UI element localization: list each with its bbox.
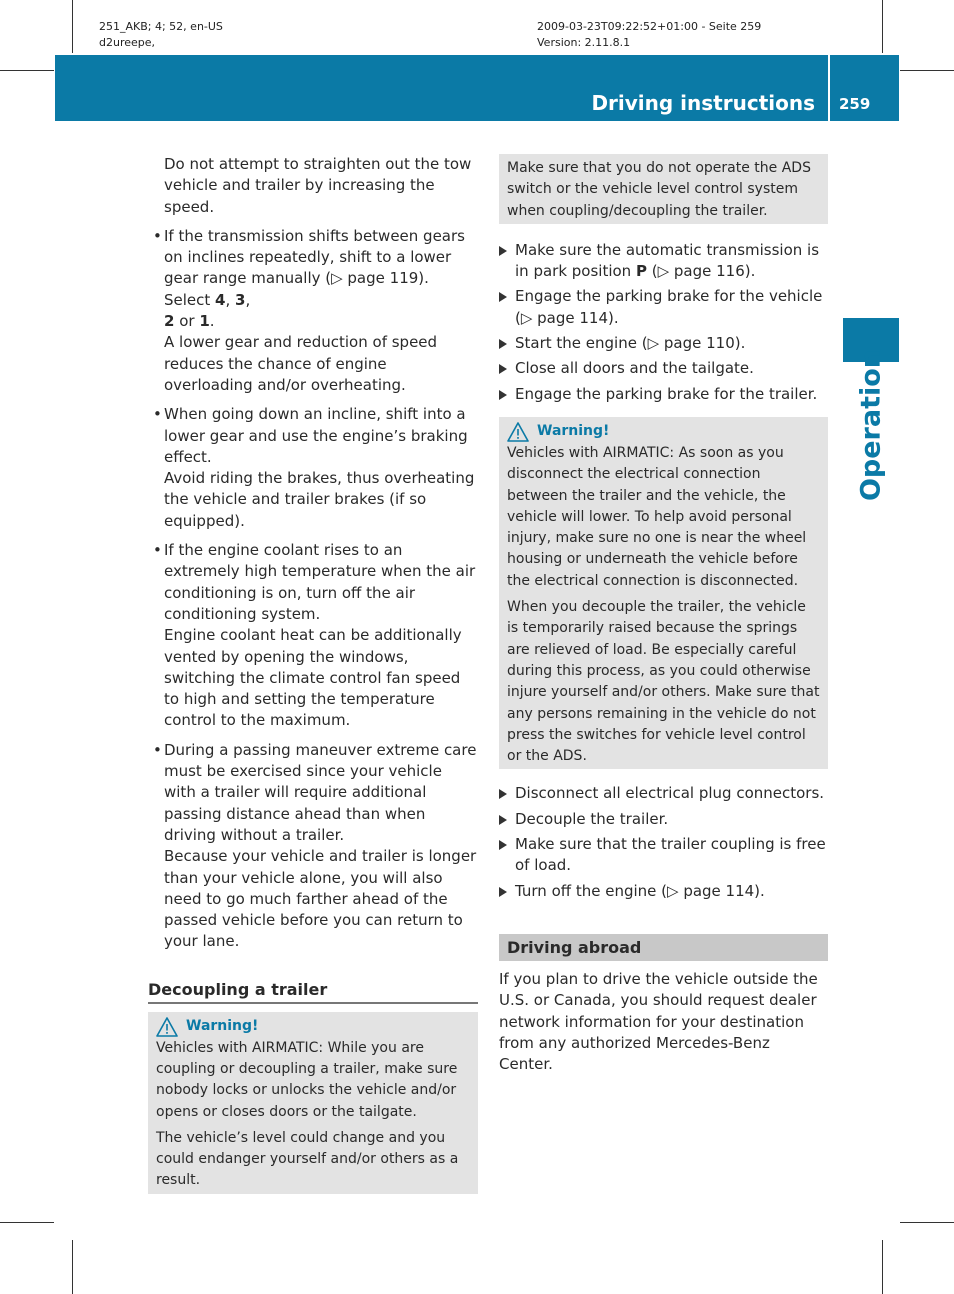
step-item — [499, 809, 828, 830]
step-item — [499, 783, 828, 804]
bullet-subtext: Because your vehicle and trailer is longer than your vehicle alone, you will also need to go much farther ahead of the passed vehicle before you can return to your lane. — [164, 847, 477, 951]
bullet-item — [148, 740, 478, 846]
section-heading-decoupling: Decoupling a trailer — [148, 979, 478, 1004]
warning-triangle-icon — [507, 422, 529, 442]
right-column — [499, 154, 828, 1075]
bullet1-or: or — [174, 312, 200, 331]
bullet-text — [164, 226, 478, 332]
step-text: Close all doors and the tailgate. — [515, 359, 754, 378]
warning-paragraph: The vehicle’s level could change and you could endanger yourself and/or others as a result. — [156, 1129, 459, 1189]
print-meta-right — [537, 19, 761, 51]
step-arrow-icon — [499, 789, 507, 799]
left-column — [148, 154, 478, 1194]
step-item — [499, 286, 828, 329]
step-arrow-icon — [499, 246, 507, 256]
step-text: Make sure that the trailer coupling is free of load. — [515, 835, 826, 875]
bullet-item — [148, 226, 478, 332]
step-text: Engage the parking brake for the trailer. — [515, 384, 818, 403]
bullet-dot: • — [153, 541, 162, 560]
driving-abroad-text: If you plan to drive the vehicle outside the U.S. or Canada, you should request dealer network information for your destination from any authorized Mercedes-Benz Center. — [499, 969, 818, 1074]
crop-mark — [882, 0, 883, 53]
crop-mark — [72, 0, 73, 53]
step-text: Turn off the engine (▷ page 114). — [515, 881, 765, 900]
bullet-text: When going down an incline, shift into a lower gear and use the engine’s braking effect. — [164, 405, 468, 466]
gear-3: 3 — [235, 290, 246, 309]
bullet-dot: • — [153, 740, 162, 759]
step-text-post: (▷ page 116). — [646, 262, 756, 281]
step-text-pre: Make sure the automatic transmission is in park position — [515, 240, 820, 281]
bullet-dot: • — [153, 405, 162, 424]
gear-2: 2 — [164, 312, 175, 331]
step-arrow-icon — [499, 339, 507, 349]
note-text: Make sure that you do not operate the ADS switch or the vehicle level control system when coupling/decoupling the trailer. — [507, 160, 811, 219]
warning-paragraph: Vehicles with AIRMATIC: As soon as you disconnect the electrical connection between the trailer and the vehicle, the vehicle will lower. To help avoid personal injury, make sure no one is near the wheel housing or underneath the vehicle before the electrical connection is disconnected. — [507, 444, 807, 589]
crop-mark — [900, 70, 954, 71]
bullet-subtext: A lower gear and reduction of speed reduces the chance of engine overloading and/or overheating. — [164, 333, 438, 394]
steps-list — [499, 783, 828, 901]
crop-mark — [72, 1240, 73, 1294]
bullet-subtext: Avoid riding the brakes, thus overheating the vehicle and trailer brakes (if so equipped). — [164, 469, 475, 530]
header-band — [55, 55, 899, 121]
step-arrow-icon — [499, 840, 507, 850]
crop-mark — [900, 1222, 954, 1223]
step-item — [499, 834, 828, 877]
crop-mark — [0, 1222, 54, 1223]
step-item — [499, 358, 828, 379]
print-meta-left-line2: d2ureepe, — [99, 36, 156, 49]
bullet1-comma1: , — [225, 290, 236, 309]
bullet1-pre: If the transmission shifts between gears on inclines repeatedly, shift to a lower gear range manually ( — [164, 226, 465, 288]
step-item — [499, 333, 828, 354]
section-heading-driving-abroad: Driving abroad — [499, 934, 828, 961]
warning-paragraph: When you decouple the trailer, the vehicle is temporarily raised because the springs are relieved of load. Be especially careful during this process, as you could otherwise injure yourself and/or others. Make sure that any persons remaining in the vehicle do not press the switches for vehicle level control or the ADS. — [507, 599, 820, 765]
bullet-text: If the engine coolant rises to an extremely high temperature when the air conditioning is on, turn off the air conditioning system. — [164, 541, 476, 623]
bullet-text: During a passing maneuver extreme care must be exercised since your vehicle with a trailer will require additional passing distance ahead than when driving without a trailer. — [164, 740, 477, 844]
bullet-subtext: Engine coolant heat can be additionally vented by opening the windows, switching the climate control fan speed to high and setting the temperature control to the maximum. — [164, 626, 462, 730]
crop-mark — [882, 1240, 883, 1294]
step-item — [499, 240, 828, 283]
step-arrow-icon — [499, 364, 507, 374]
bullet-dot: • — [153, 226, 162, 245]
page-title: Driving instructions — [591, 91, 815, 115]
warning-header — [156, 1016, 470, 1038]
bullet1-comma2: , — [245, 290, 251, 309]
side-tab-label: Operation — [855, 348, 887, 502]
step-arrow-icon — [499, 292, 507, 302]
intro-paragraph: Do not attempt to straighten out the tow vehicle and trailer by increasing the speed. — [164, 155, 472, 216]
print-meta-right-line1: 2009-03-23T09:22:52+01:00 - Seite 259 — [537, 20, 762, 33]
step-text: Engage the parking brake for the vehicle (▷ page 114). — [515, 287, 823, 327]
step-item — [499, 384, 828, 405]
steps-list — [499, 240, 828, 405]
warning-header — [507, 421, 820, 443]
page-number: 259 — [839, 95, 871, 113]
header-divider — [828, 55, 830, 121]
print-meta-right-line2: Version: 2.11.8.1 — [537, 36, 631, 49]
bullet-item — [148, 540, 478, 625]
step-text — [515, 240, 828, 283]
warning-box — [148, 1012, 478, 1194]
crop-mark — [0, 70, 54, 71]
bullet1-end: . — [209, 312, 215, 331]
print-meta-left — [99, 19, 223, 51]
warning-title: Warning! — [186, 1018, 259, 1035]
step-arrow-icon — [499, 815, 507, 825]
warning-triangle-icon — [156, 1017, 178, 1037]
step-text: Decouple the trailer. — [515, 809, 669, 828]
print-meta-left-line1: 251_AKB; 4; 52, en-US — [99, 20, 223, 33]
bullet-item — [148, 404, 478, 468]
bullet1-mid: ). Select — [164, 269, 429, 309]
step-text: Disconnect all electrical plug connectors. — [515, 784, 825, 803]
warning-box — [499, 417, 828, 769]
page-ref-link[interactable]: ▷ page 119 — [331, 269, 419, 288]
warning-paragraph: Vehicles with AIRMATIC: While you are coupling or decoupling a trailer, make sure nobody locks or unlocks the vehicle and/or opens or closes doors or the tailgate. — [156, 1039, 458, 1120]
step-text: Start the engine (▷ page 110). — [515, 334, 746, 353]
warning-title: Warning! — [537, 423, 610, 440]
step-item — [499, 881, 828, 902]
gear-1: 1 — [199, 312, 210, 331]
step-arrow-icon — [499, 390, 507, 400]
note-box — [499, 154, 828, 224]
gear-4: 4 — [215, 290, 226, 309]
park-position-label: P — [635, 262, 647, 281]
step-arrow-icon — [499, 887, 507, 897]
